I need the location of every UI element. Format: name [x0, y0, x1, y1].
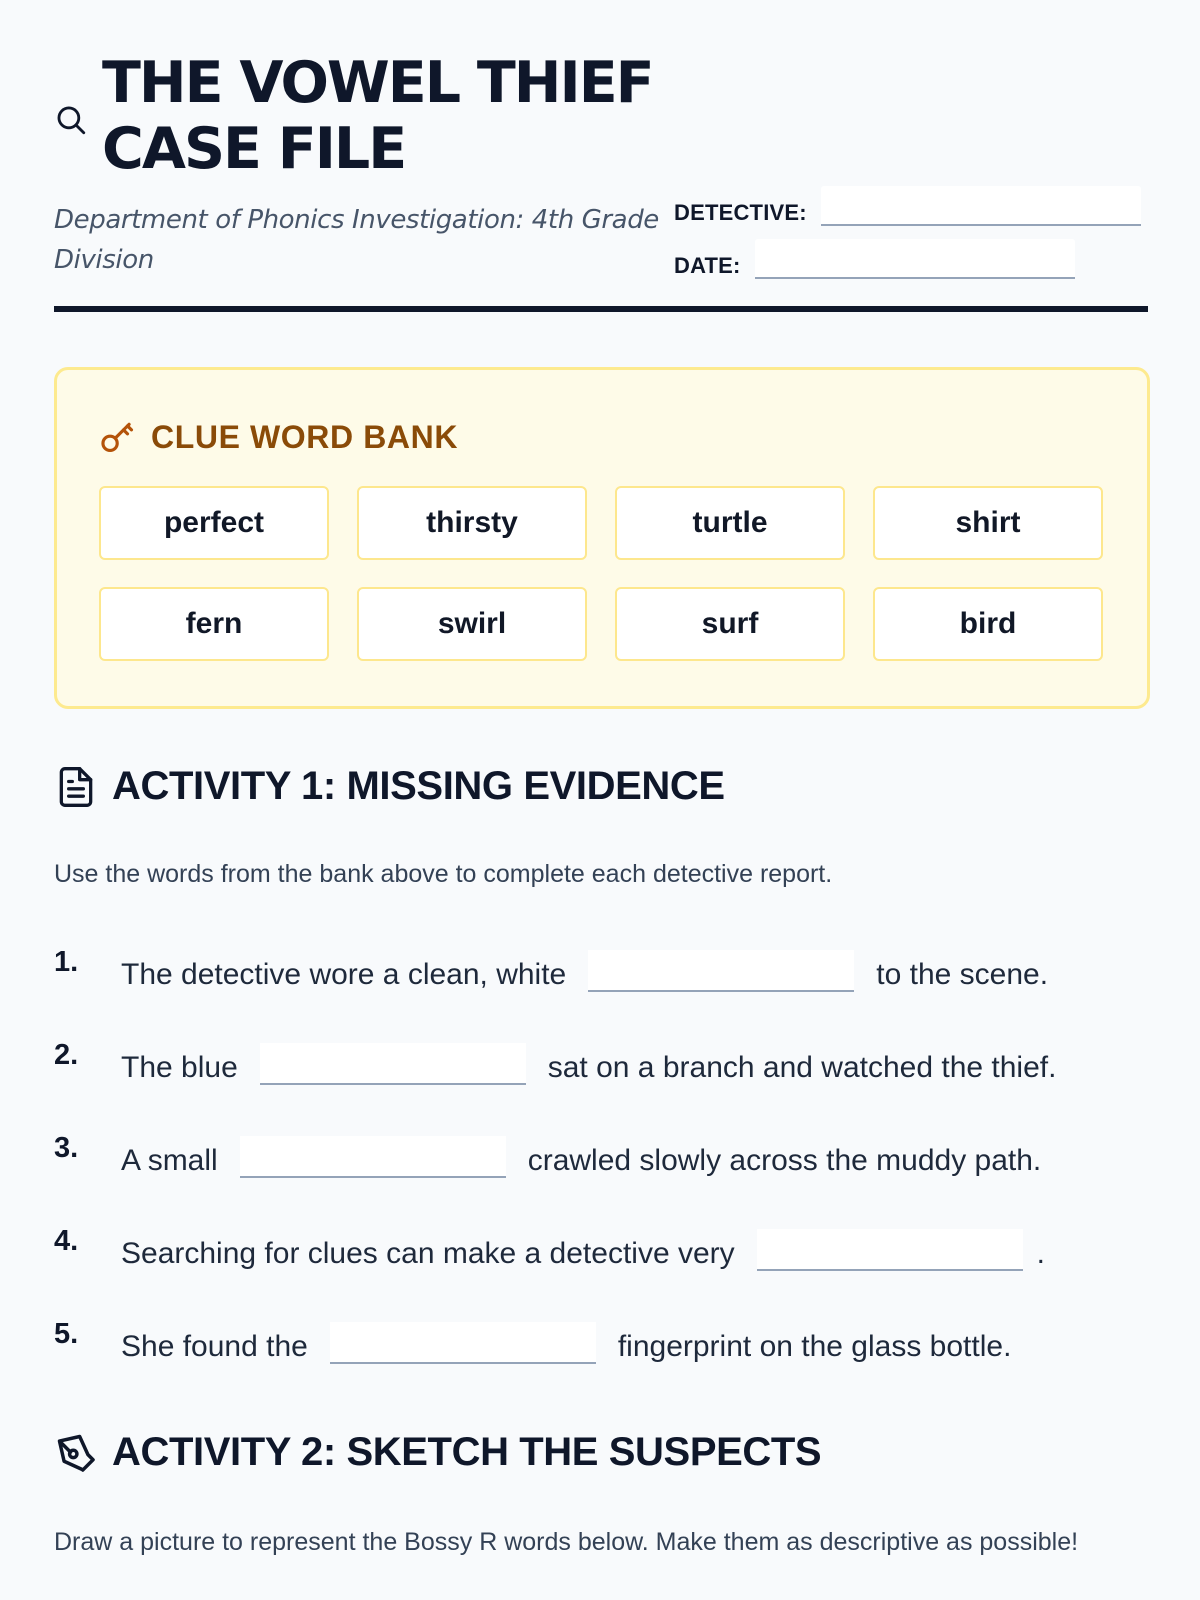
- answer-blank[interactable]: [330, 1322, 596, 1364]
- case-file-header: [54, 50, 1148, 312]
- detective-row: [674, 186, 1141, 226]
- word-grid: [99, 486, 1103, 661]
- word-card: shirt: [873, 486, 1103, 560]
- answer-blank[interactable]: [240, 1136, 506, 1178]
- activity1-heading: [54, 764, 725, 809]
- question-after: fingerprint on the glass bottle.: [617, 1330, 1012, 1363]
- title-row: [54, 50, 662, 182]
- date-label: DATE:: [674, 253, 741, 278]
- question-number: 3.: [54, 1132, 79, 1164]
- header-divider: [54, 306, 1148, 312]
- word-bank-heading: [99, 418, 458, 456]
- question-row: [54, 1191, 1154, 1284]
- question-after: .: [1036, 1237, 1045, 1270]
- pen-tool-icon: [54, 1431, 98, 1475]
- student-info: [674, 186, 1141, 292]
- page-title: THE VOWEL THIEF CASE FILE: [102, 50, 653, 182]
- magnifier-icon: [54, 103, 88, 137]
- clue-word-bank: [54, 367, 1150, 709]
- date-field[interactable]: [755, 239, 1075, 279]
- question-row: [54, 1284, 1154, 1377]
- question-before: Searching for clues can make a detective very: [121, 1237, 735, 1270]
- question-before: The detective wore a clean, white: [121, 958, 567, 991]
- activity2-heading: [54, 1430, 821, 1475]
- question-number: 4.: [54, 1225, 79, 1257]
- activity2-title: ACTIVITY 2: SKETCH THE SUSPECTS: [112, 1430, 822, 1474]
- answer-blank[interactable]: [260, 1043, 526, 1085]
- question-after: crawled slowly across the muddy path.: [527, 1144, 1042, 1177]
- key-icon: [99, 418, 137, 456]
- document-icon: [54, 765, 98, 809]
- word-card: bird: [873, 587, 1103, 661]
- page-subtitle: Department of Phonics Investigation: 4th Grade Division: [54, 205, 659, 275]
- answer-blank[interactable]: [588, 950, 854, 992]
- question-before: She found the: [121, 1330, 308, 1363]
- question-after: sat on a branch and watched the thief.: [547, 1051, 1057, 1084]
- question-text: [121, 950, 1048, 992]
- word-card: turtle: [615, 486, 845, 560]
- word-card: thirsty: [357, 486, 587, 560]
- word-card: surf: [615, 587, 845, 661]
- detective-name-field[interactable]: [821, 186, 1141, 226]
- detective-label: DETECTIVE:: [674, 200, 807, 225]
- question-after: to the scene.: [876, 958, 1049, 991]
- question-before: The blue: [121, 1051, 238, 1084]
- question-text: [121, 1043, 1056, 1085]
- word-bank-title: CLUE WORD BANK: [151, 418, 459, 455]
- question-row: [54, 912, 1154, 1005]
- word-card: fern: [99, 587, 329, 661]
- word-card: perfect: [99, 486, 329, 560]
- date-row: [674, 239, 1141, 279]
- question-text: [121, 1229, 1045, 1271]
- answer-blank[interactable]: [757, 1229, 1023, 1271]
- question-text: [121, 1322, 1011, 1364]
- question-before: A small: [121, 1144, 218, 1177]
- question-row: [54, 1098, 1154, 1191]
- question-list: [54, 912, 1154, 1377]
- activity1-title: ACTIVITY 1: MISSING EVIDENCE: [112, 764, 725, 808]
- question-text: [121, 1136, 1041, 1178]
- question-number: 2.: [54, 1039, 79, 1071]
- activity2-instructions: Draw a picture to represent the Bossy R words below. Make them as descriptive as possible!: [54, 1528, 1079, 1556]
- question-row: [54, 1005, 1154, 1098]
- activity1-instructions: Use the words from the bank above to complete each detective report.: [54, 860, 833, 888]
- word-card: swirl: [357, 587, 587, 661]
- question-number: 1.: [54, 946, 79, 978]
- question-number: 5.: [54, 1318, 79, 1350]
